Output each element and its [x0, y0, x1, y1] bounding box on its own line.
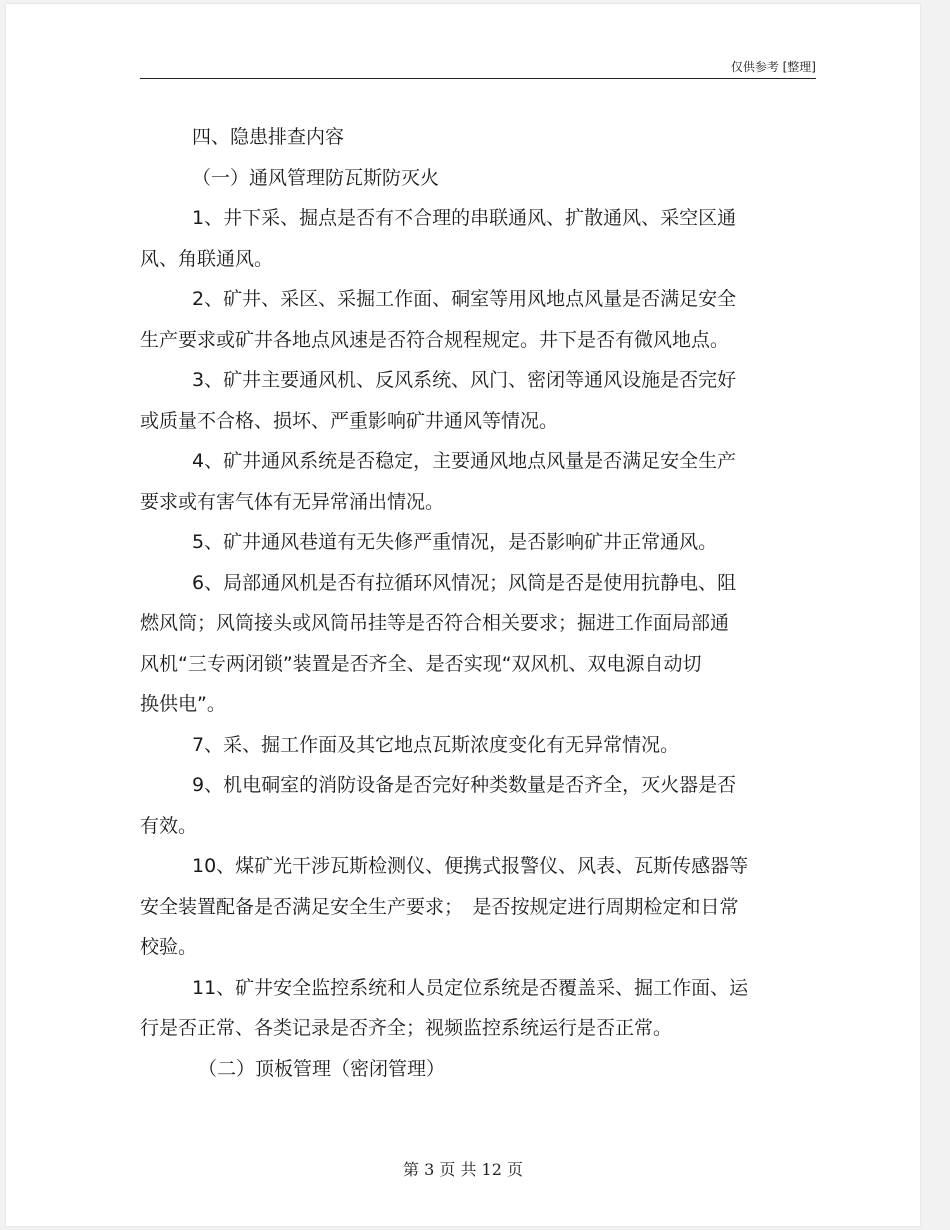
paragraph-line: 校验。	[140, 936, 198, 958]
paragraph-line: 风机“三专两闭锁”装置是否齐全、是否实现“双风机、双电源自动切	[140, 652, 702, 675]
paragraph-line: 燃风筒；风筒接头或风筒吊挂等是否符合相关要求；掘进工作面局部通	[140, 612, 730, 634]
page-footer: 第 3 页 共 12 页	[403, 1160, 523, 1179]
paragraph-line: 或质量不合格、损坏、严重影响矿井通风等情况。	[140, 409, 559, 432]
page-header	[140, 58, 816, 79]
paragraph-line: 风、角联通风。	[140, 247, 274, 270]
header-text: 仅供参考 [整理]	[730, 60, 816, 74]
paragraph-line: 6、局部通风机是否有拉循环风情况；风筒是否是使用抗静电、阻	[192, 571, 737, 594]
paragraph-line: 10、煤矿光干涉瓦斯检测仪、便携式报警仪、风表、瓦斯传感器等	[192, 855, 749, 877]
paragraph-line: 1、井下采、掘点是否有不合理的串联通风、扩散通风、采空区通	[192, 207, 737, 229]
paragraph-line: 要求或有害气体有无异常涌出情况。	[140, 490, 445, 513]
paragraph-line: 7、采、掘工作面及其它地点瓦斯浓度变化有无异常情况。	[192, 733, 680, 756]
paragraph-line: 4、矿井通风系统是否稳定，主要通风地点风量是否满足安全生产	[192, 450, 737, 472]
document-body	[140, 117, 800, 1089]
document-page	[6, 4, 920, 1226]
paragraph-line: 有效。	[140, 814, 198, 837]
paragraph-line: 3、矿井主要通风机、反风系统、风门、密闭等通风设施是否完好	[192, 369, 737, 391]
paragraph-line: 安全装置配备是否满足安全生产要求； 是否按规定进行周期检定和日常	[140, 895, 739, 918]
paragraph-line: 生产要求或矿井各地点风速是否符合规程规定。井下是否有微风地点。	[140, 328, 730, 351]
section-heading: 四、隐患排查内容	[192, 126, 345, 148]
paragraph-line: 行是否正常、各类记录是否齐全；视频监控系统运行是否正常。	[140, 1017, 673, 1039]
paragraph-line: 9、机电硐室的消防设备是否完好种类数量是否齐全，灭火器是否	[192, 774, 737, 796]
paragraph-line: 2、矿井、采区、采掘工作面、硐室等用风地点风量是否满足安全	[192, 288, 737, 310]
subsection-heading: （一）通风管理防瓦斯防灭火	[192, 166, 440, 189]
paragraph-line: 11、矿井安全监控系统和人员定位系统是否覆盖采、掘工作面、运	[192, 976, 749, 999]
subsection-heading: （二）顶板管理（密闭管理）	[198, 1057, 446, 1080]
paragraph-line: 5、矿井通风巷道有无失修严重情况，是否影响矿井正常通风。	[192, 531, 718, 553]
paragraph-line: 换供电”。	[140, 693, 226, 715]
